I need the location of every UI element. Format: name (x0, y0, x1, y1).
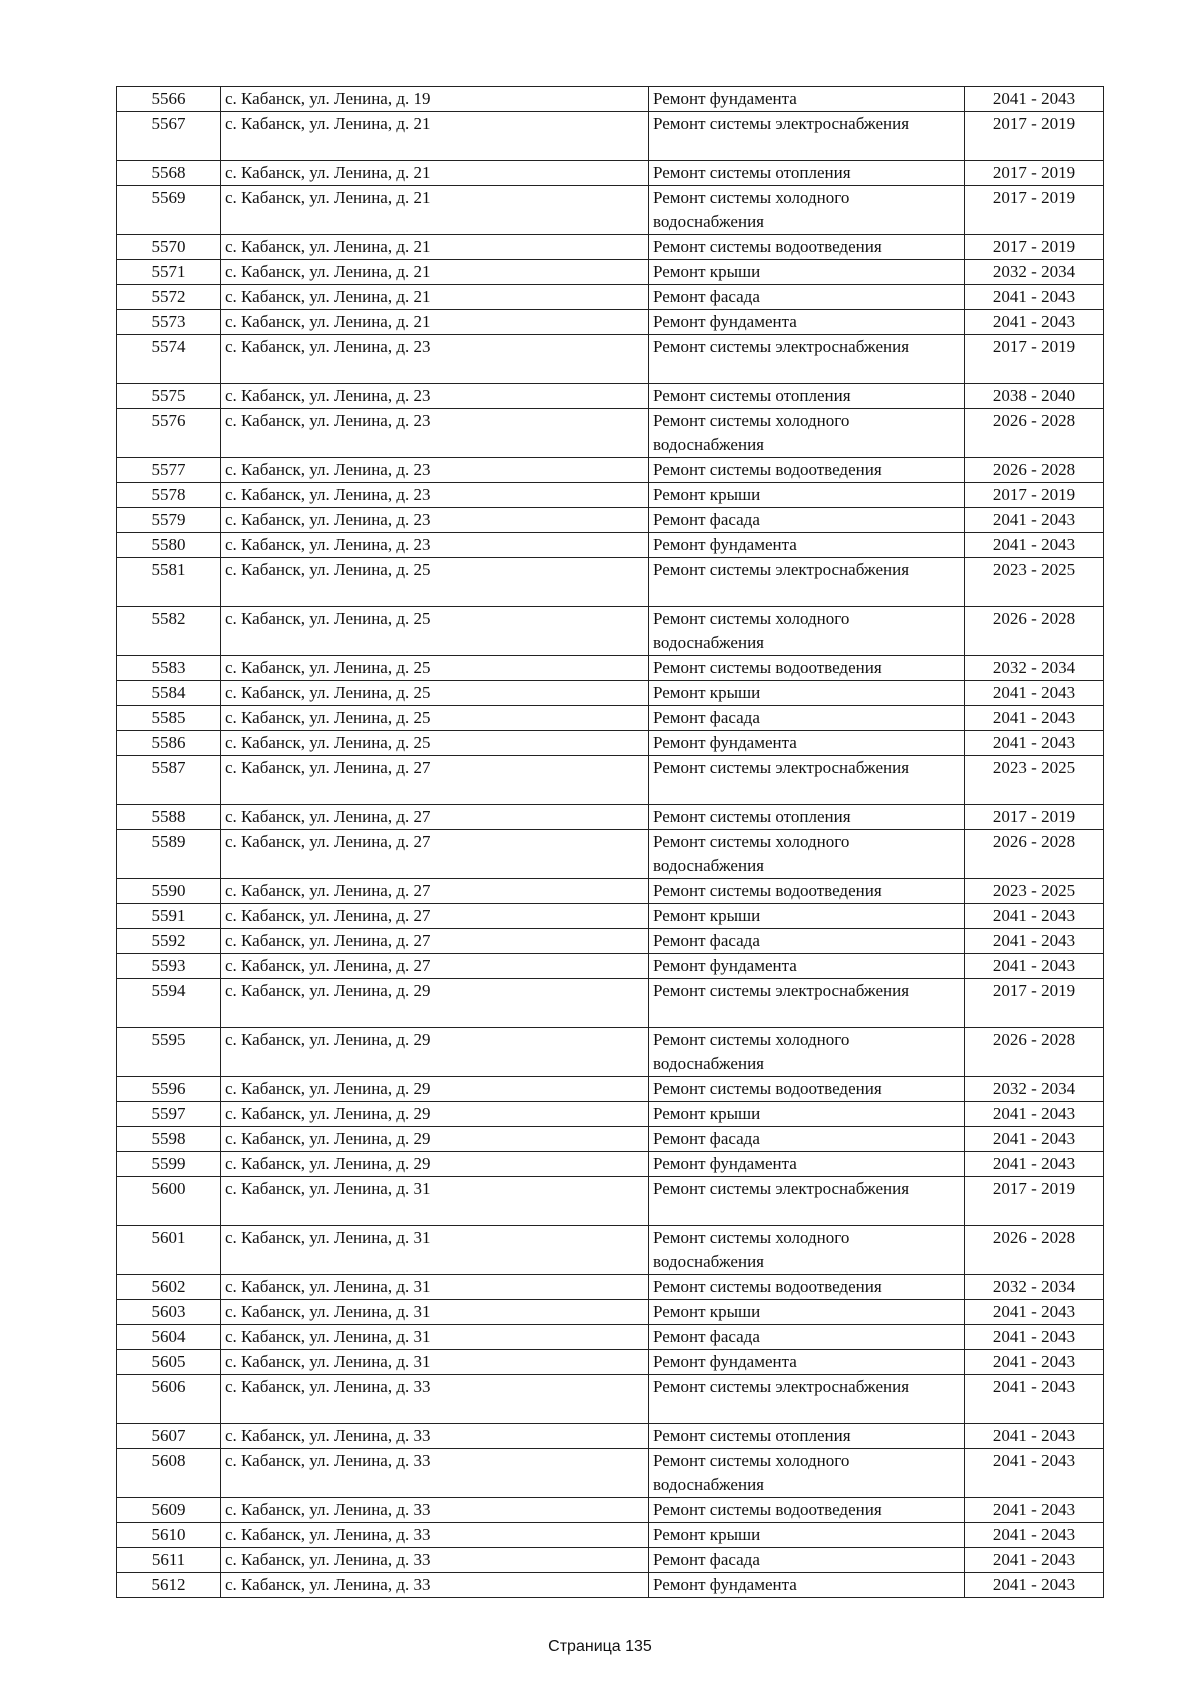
row-number-cell: 5591 (117, 904, 221, 929)
table-row (117, 1226, 1104, 1275)
table-row (117, 1077, 1104, 1102)
row-number-cell: 5605 (117, 1350, 221, 1375)
table-row (117, 1350, 1104, 1375)
row-number-cell: 5579 (117, 508, 221, 533)
period-cell: 2017 - 2019 (965, 805, 1104, 830)
work-type-cell: Ремонт системы отопления (649, 384, 965, 409)
period-cell: 2041 - 2043 (965, 1498, 1104, 1523)
table-row (117, 483, 1104, 508)
table-row (117, 756, 1104, 805)
work-type-cell: Ремонт системы электроснабжения (649, 558, 965, 607)
table-row (117, 1275, 1104, 1300)
period-cell: 2041 - 2043 (965, 285, 1104, 310)
period-cell: 2017 - 2019 (965, 979, 1104, 1028)
address-cell: с. Кабанск, ул. Ленина, д. 21 (221, 186, 649, 235)
table-row (117, 508, 1104, 533)
period-cell: 2041 - 2043 (965, 1573, 1104, 1598)
table-row (117, 656, 1104, 681)
table-row (117, 954, 1104, 979)
address-cell: с. Кабанск, ул. Ленина, д. 27 (221, 929, 649, 954)
table-row (117, 1523, 1104, 1548)
period-cell: 2041 - 2043 (965, 706, 1104, 731)
address-cell: с. Кабанск, ул. Ленина, д. 27 (221, 879, 649, 904)
table-row (117, 533, 1104, 558)
period-cell: 2023 - 2025 (965, 756, 1104, 805)
work-type-cell: Ремонт системы отопления (649, 161, 965, 186)
row-number-cell: 5594 (117, 979, 221, 1028)
table-row (117, 1028, 1104, 1077)
row-number-cell: 5580 (117, 533, 221, 558)
address-cell: с. Кабанск, ул. Ленина, д. 23 (221, 458, 649, 483)
row-number-cell: 5582 (117, 607, 221, 656)
address-cell: с. Кабанск, ул. Ленина, д. 33 (221, 1449, 649, 1498)
address-cell: с. Кабанск, ул. Ленина, д. 33 (221, 1573, 649, 1598)
work-type-cell: Ремонт системы водоотведения (649, 1077, 965, 1102)
period-cell: 2017 - 2019 (965, 161, 1104, 186)
row-number-cell: 5599 (117, 1152, 221, 1177)
row-number-cell: 5588 (117, 805, 221, 830)
address-cell: с. Кабанск, ул. Ленина, д. 23 (221, 533, 649, 558)
row-number-cell: 5589 (117, 830, 221, 879)
address-cell: с. Кабанск, ул. Ленина, д. 27 (221, 904, 649, 929)
work-type-cell: Ремонт крыши (649, 681, 965, 706)
period-cell: 2041 - 2043 (965, 1424, 1104, 1449)
address-cell: с. Кабанск, ул. Ленина, д. 33 (221, 1523, 649, 1548)
row-number-cell: 5569 (117, 186, 221, 235)
table-row (117, 979, 1104, 1028)
period-cell: 2017 - 2019 (965, 235, 1104, 260)
address-cell: с. Кабанск, ул. Ленина, д. 21 (221, 161, 649, 186)
work-type-cell: Ремонт фундамента (649, 87, 965, 112)
address-cell: с. Кабанск, ул. Ленина, д. 23 (221, 483, 649, 508)
row-number-cell: 5602 (117, 1275, 221, 1300)
address-cell: с. Кабанск, ул. Ленина, д. 25 (221, 706, 649, 731)
row-number-cell: 5577 (117, 458, 221, 483)
address-cell: с. Кабанск, ул. Ленина, д. 23 (221, 409, 649, 458)
address-cell: с. Кабанск, ул. Ленина, д. 21 (221, 112, 649, 161)
table-row (117, 1152, 1104, 1177)
period-cell: 2041 - 2043 (965, 1152, 1104, 1177)
row-number-cell: 5583 (117, 656, 221, 681)
work-type-cell: Ремонт системы отопления (649, 805, 965, 830)
work-type-cell: Ремонт фасада (649, 706, 965, 731)
address-cell: с. Кабанск, ул. Ленина, д. 27 (221, 756, 649, 805)
period-cell: 2041 - 2043 (965, 1449, 1104, 1498)
address-cell: с. Кабанск, ул. Ленина, д. 23 (221, 508, 649, 533)
row-number-cell: 5611 (117, 1548, 221, 1573)
address-cell: с. Кабанск, ул. Ленина, д. 33 (221, 1498, 649, 1523)
row-number-cell: 5600 (117, 1177, 221, 1226)
row-number-cell: 5596 (117, 1077, 221, 1102)
period-cell: 2032 - 2034 (965, 1275, 1104, 1300)
row-number-cell: 5609 (117, 1498, 221, 1523)
row-number-cell: 5578 (117, 483, 221, 508)
work-type-cell: Ремонт фундамента (649, 731, 965, 756)
address-cell: с. Кабанск, ул. Ленина, д. 21 (221, 260, 649, 285)
period-cell: 2032 - 2034 (965, 1077, 1104, 1102)
table-row (117, 384, 1104, 409)
row-number-cell: 5570 (117, 235, 221, 260)
repair-schedule-table (116, 86, 1104, 1598)
address-cell: с. Кабанск, ул. Ленина, д. 25 (221, 656, 649, 681)
work-type-cell: Ремонт системы холодного водоснабжения (649, 1449, 965, 1498)
period-cell: 2041 - 2043 (965, 681, 1104, 706)
table-row (117, 1177, 1104, 1226)
work-type-cell: Ремонт системы водоотведения (649, 1498, 965, 1523)
period-cell: 2023 - 2025 (965, 558, 1104, 607)
row-number-cell: 5603 (117, 1300, 221, 1325)
period-cell: 2041 - 2043 (965, 1102, 1104, 1127)
table-row (117, 409, 1104, 458)
work-type-cell: Ремонт крыши (649, 904, 965, 929)
work-type-cell: Ремонт системы водоотведения (649, 656, 965, 681)
address-cell: с. Кабанск, ул. Ленина, д. 29 (221, 1102, 649, 1127)
row-number-cell: 5567 (117, 112, 221, 161)
row-number-cell: 5571 (117, 260, 221, 285)
period-cell: 2023 - 2025 (965, 879, 1104, 904)
work-type-cell: Ремонт системы холодного водоснабжения (649, 186, 965, 235)
period-cell: 2026 - 2028 (965, 1226, 1104, 1275)
period-cell: 2041 - 2043 (965, 310, 1104, 335)
table-row (117, 1375, 1104, 1424)
row-number-cell: 5587 (117, 756, 221, 805)
address-cell: с. Кабанск, ул. Ленина, д. 29 (221, 1077, 649, 1102)
period-cell: 2038 - 2040 (965, 384, 1104, 409)
period-cell: 2041 - 2043 (965, 1325, 1104, 1350)
row-number-cell: 5586 (117, 731, 221, 756)
row-number-cell: 5601 (117, 1226, 221, 1275)
period-cell: 2041 - 2043 (965, 904, 1104, 929)
row-number-cell: 5606 (117, 1375, 221, 1424)
period-cell: 2041 - 2043 (965, 954, 1104, 979)
row-number-cell: 5585 (117, 706, 221, 731)
row-number-cell: 5573 (117, 310, 221, 335)
table-row (117, 87, 1104, 112)
work-type-cell: Ремонт фасада (649, 1548, 965, 1573)
row-number-cell: 5575 (117, 384, 221, 409)
address-cell: с. Кабанск, ул. Ленина, д. 33 (221, 1548, 649, 1573)
address-cell: с. Кабанск, ул. Ленина, д. 21 (221, 285, 649, 310)
row-number-cell: 5598 (117, 1127, 221, 1152)
address-cell: с. Кабанск, ул. Ленина, д. 29 (221, 1152, 649, 1177)
row-number-cell: 5576 (117, 409, 221, 458)
period-cell: 2041 - 2043 (965, 1523, 1104, 1548)
row-number-cell: 5572 (117, 285, 221, 310)
table-row (117, 335, 1104, 384)
row-number-cell: 5574 (117, 335, 221, 384)
period-cell: 2017 - 2019 (965, 483, 1104, 508)
row-number-cell: 5604 (117, 1325, 221, 1350)
period-cell: 2041 - 2043 (965, 1375, 1104, 1424)
work-type-cell: Ремонт системы электроснабжения (649, 756, 965, 805)
work-type-cell: Ремонт системы холодного водоснабжения (649, 1226, 965, 1275)
table-row (117, 607, 1104, 656)
work-type-cell: Ремонт крыши (649, 483, 965, 508)
period-cell: 2017 - 2019 (965, 335, 1104, 384)
address-cell: с. Кабанск, ул. Ленина, д. 23 (221, 384, 649, 409)
work-type-cell: Ремонт системы водоотведения (649, 235, 965, 260)
address-cell: с. Кабанск, ул. Ленина, д. 25 (221, 681, 649, 706)
period-cell: 2041 - 2043 (965, 731, 1104, 756)
address-cell: с. Кабанск, ул. Ленина, д. 27 (221, 954, 649, 979)
address-cell: с. Кабанск, ул. Ленина, д. 31 (221, 1325, 649, 1350)
work-type-cell: Ремонт фасада (649, 1325, 965, 1350)
table-row (117, 161, 1104, 186)
table-row (117, 1449, 1104, 1498)
row-number-cell: 5568 (117, 161, 221, 186)
work-type-cell: Ремонт крыши (649, 1523, 965, 1548)
period-cell: 2026 - 2028 (965, 830, 1104, 879)
table-row (117, 681, 1104, 706)
table-row (117, 929, 1104, 954)
table-row (117, 112, 1104, 161)
work-type-cell: Ремонт системы водоотведения (649, 1275, 965, 1300)
address-cell: с. Кабанск, ул. Ленина, д. 29 (221, 1028, 649, 1077)
address-cell: с. Кабанск, ул. Ленина, д. 21 (221, 235, 649, 260)
table-row (117, 310, 1104, 335)
address-cell: с. Кабанск, ул. Ленина, д. 31 (221, 1177, 649, 1226)
work-type-cell: Ремонт фасада (649, 508, 965, 533)
work-type-cell: Ремонт системы электроснабжения (649, 979, 965, 1028)
work-type-cell: Ремонт системы электроснабжения (649, 335, 965, 384)
work-type-cell: Ремонт системы электроснабжения (649, 112, 965, 161)
work-type-cell: Ремонт фундамента (649, 1573, 965, 1598)
period-cell: 2041 - 2043 (965, 87, 1104, 112)
work-type-cell: Ремонт фундамента (649, 533, 965, 558)
address-cell: с. Кабанск, ул. Ленина, д. 21 (221, 310, 649, 335)
period-cell: 2032 - 2034 (965, 260, 1104, 285)
period-cell: 2041 - 2043 (965, 1127, 1104, 1152)
row-number-cell: 5595 (117, 1028, 221, 1077)
address-cell: с. Кабанск, ул. Ленина, д. 29 (221, 1127, 649, 1152)
work-type-cell: Ремонт системы холодного водоснабжения (649, 409, 965, 458)
period-cell: 2026 - 2028 (965, 607, 1104, 656)
work-type-cell: Ремонт системы холодного водоснабжения (649, 607, 965, 656)
table-row (117, 558, 1104, 607)
page-number: Страница 135 (548, 1638, 652, 1655)
period-cell: 2041 - 2043 (965, 508, 1104, 533)
table-row (117, 830, 1104, 879)
row-number-cell: 5608 (117, 1449, 221, 1498)
address-cell: с. Кабанск, ул. Ленина, д. 29 (221, 979, 649, 1028)
work-type-cell: Ремонт системы отопления (649, 1424, 965, 1449)
row-number-cell: 5584 (117, 681, 221, 706)
table-row (117, 706, 1104, 731)
period-cell: 2017 - 2019 (965, 112, 1104, 161)
work-type-cell: Ремонт фундамента (649, 1152, 965, 1177)
period-cell: 2017 - 2019 (965, 186, 1104, 235)
work-type-cell: Ремонт системы холодного водоснабжения (649, 1028, 965, 1077)
table-row (117, 260, 1104, 285)
table-row (117, 1127, 1104, 1152)
table-row (117, 1573, 1104, 1598)
work-type-cell: Ремонт фундамента (649, 310, 965, 335)
address-cell: с. Кабанск, ул. Ленина, д. 27 (221, 830, 649, 879)
table-row (117, 1498, 1104, 1523)
row-number-cell: 5607 (117, 1424, 221, 1449)
work-type-cell: Ремонт фундамента (649, 954, 965, 979)
table-row (117, 731, 1104, 756)
table-row (117, 904, 1104, 929)
work-type-cell: Ремонт фасада (649, 929, 965, 954)
period-cell: 2026 - 2028 (965, 409, 1104, 458)
address-cell: с. Кабанск, ул. Ленина, д. 31 (221, 1275, 649, 1300)
address-cell: с. Кабанск, ул. Ленина, д. 19 (221, 87, 649, 112)
period-cell: 2041 - 2043 (965, 929, 1104, 954)
table-row (117, 235, 1104, 260)
period-cell: 2017 - 2019 (965, 1177, 1104, 1226)
period-cell: 2026 - 2028 (965, 1028, 1104, 1077)
table-row (117, 285, 1104, 310)
address-cell: с. Кабанск, ул. Ленина, д. 31 (221, 1300, 649, 1325)
table-row (117, 1424, 1104, 1449)
address-cell: с. Кабанск, ул. Ленина, д. 25 (221, 731, 649, 756)
address-cell: с. Кабанск, ул. Ленина, д. 33 (221, 1375, 649, 1424)
period-cell: 2041 - 2043 (965, 533, 1104, 558)
work-type-cell: Ремонт крыши (649, 1102, 965, 1127)
period-cell: 2041 - 2043 (965, 1350, 1104, 1375)
table-row (117, 879, 1104, 904)
work-type-cell: Ремонт фундамента (649, 1350, 965, 1375)
table-row (117, 1102, 1104, 1127)
table-row (117, 186, 1104, 235)
table-row (117, 1548, 1104, 1573)
row-number-cell: 5610 (117, 1523, 221, 1548)
period-cell: 2032 - 2034 (965, 656, 1104, 681)
work-type-cell: Ремонт системы электроснабжения (649, 1375, 965, 1424)
row-number-cell: 5566 (117, 87, 221, 112)
address-cell: с. Кабанск, ул. Ленина, д. 31 (221, 1226, 649, 1275)
table-row (117, 805, 1104, 830)
row-number-cell: 5581 (117, 558, 221, 607)
work-type-cell: Ремонт системы электроснабжения (649, 1177, 965, 1226)
period-cell: 2041 - 2043 (965, 1548, 1104, 1573)
work-type-cell: Ремонт системы холодного водоснабжения (649, 830, 965, 879)
work-type-cell: Ремонт крыши (649, 1300, 965, 1325)
address-cell: с. Кабанск, ул. Ленина, д. 23 (221, 335, 649, 384)
work-type-cell: Ремонт фасада (649, 1127, 965, 1152)
address-cell: с. Кабанск, ул. Ленина, д. 33 (221, 1424, 649, 1449)
table-row (117, 1300, 1104, 1325)
table-row (117, 1325, 1104, 1350)
address-cell: с. Кабанск, ул. Ленина, д. 25 (221, 558, 649, 607)
table-row (117, 458, 1104, 483)
address-cell: с. Кабанск, ул. Ленина, д. 27 (221, 805, 649, 830)
work-type-cell: Ремонт системы водоотведения (649, 458, 965, 483)
row-number-cell: 5593 (117, 954, 221, 979)
row-number-cell: 5612 (117, 1573, 221, 1598)
work-type-cell: Ремонт системы водоотведения (649, 879, 965, 904)
work-type-cell: Ремонт крыши (649, 260, 965, 285)
period-cell: 2026 - 2028 (965, 458, 1104, 483)
period-cell: 2041 - 2043 (965, 1300, 1104, 1325)
row-number-cell: 5597 (117, 1102, 221, 1127)
row-number-cell: 5590 (117, 879, 221, 904)
table-body (117, 87, 1104, 1598)
work-type-cell: Ремонт фасада (649, 285, 965, 310)
address-cell: с. Кабанск, ул. Ленина, д. 31 (221, 1350, 649, 1375)
address-cell: с. Кабанск, ул. Ленина, д. 25 (221, 607, 649, 656)
row-number-cell: 5592 (117, 929, 221, 954)
